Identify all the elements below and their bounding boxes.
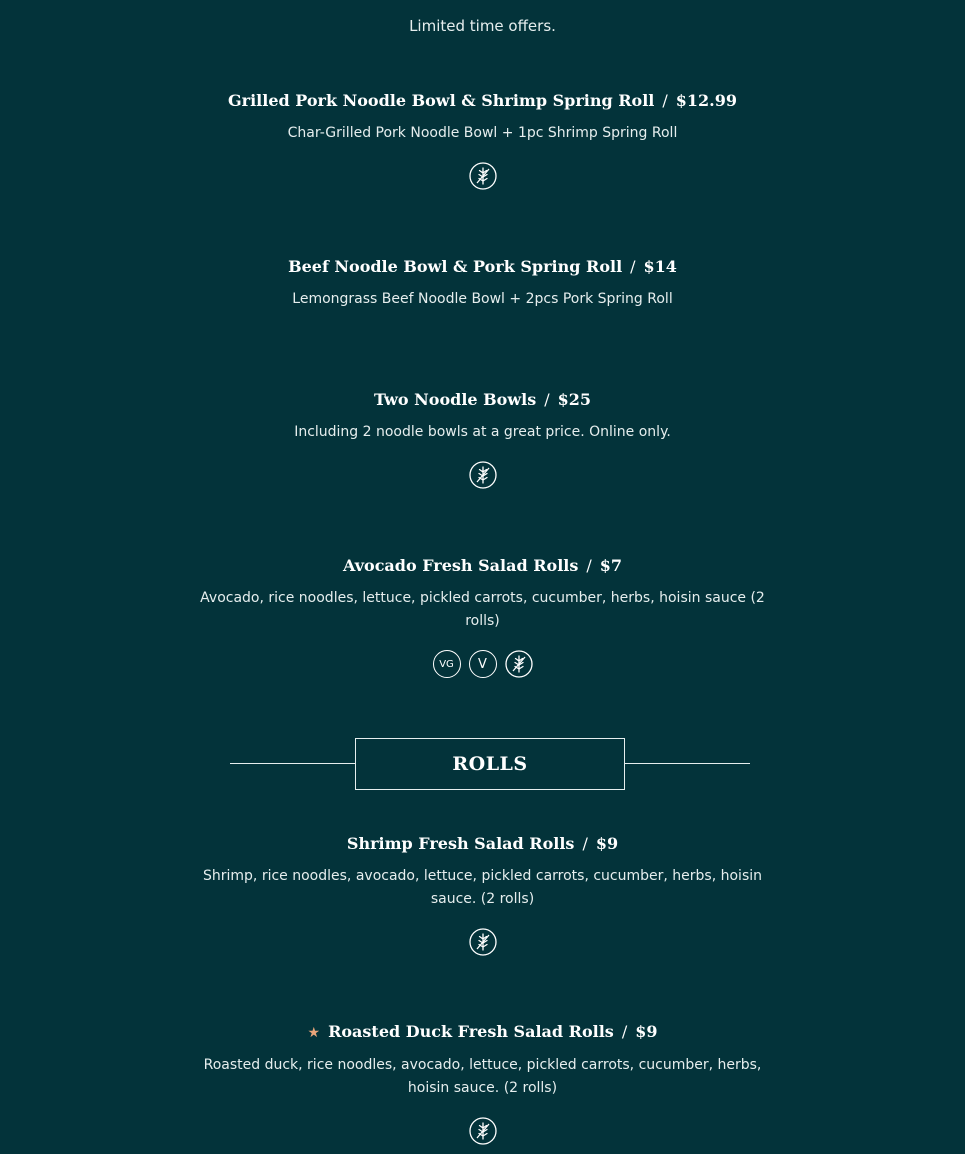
item-name: Roasted Duck Fresh Salad Rolls	[328, 1022, 614, 1041]
section-title: ROLLS	[452, 753, 528, 775]
vegan-icon: VG	[433, 650, 461, 678]
item-name: Shrimp Fresh Salad Rolls	[346, 834, 575, 853]
item-title	[0, 256, 965, 278]
price-separator: /	[586, 556, 592, 575]
price-separator: /	[621, 1022, 628, 1041]
item-description: Char-Grilled Pork Noodle Bowl + 1pc Shrimp Spring Roll	[287, 125, 678, 141]
item-title	[0, 90, 965, 112]
item-title	[0, 389, 965, 411]
gluten-free-icon	[469, 1117, 497, 1145]
item-price: $12.99	[675, 91, 737, 110]
price-separator: /	[582, 834, 588, 853]
menu-item	[0, 555, 965, 678]
item-description: Shrimp, rice noodles, avocado, lettuce, pickled carrots, cucumber, herbs, hoisin sauce. (2 rolls)	[203, 868, 762, 907]
item-price: $25	[557, 390, 591, 409]
menu-item	[0, 833, 965, 956]
item-price: $9	[595, 834, 619, 853]
divider-line	[625, 763, 750, 764]
section-header-rolls	[0, 738, 965, 790]
menu-item	[0, 1021, 965, 1145]
item-name: Grilled Pork Noodle Bowl & Shrimp Spring Roll	[227, 91, 655, 110]
item-title	[0, 833, 965, 855]
price-separator: /	[544, 390, 550, 409]
intro-text: Limited time offers.	[409, 17, 556, 35]
item-price: $9	[635, 1022, 658, 1041]
menu-item	[0, 389, 965, 489]
menu-item	[0, 256, 965, 311]
item-price: $14	[643, 257, 677, 276]
price-separator: /	[662, 91, 668, 110]
dietary-badges	[0, 650, 965, 678]
divider-line	[230, 763, 355, 764]
gluten-free-icon	[505, 650, 533, 678]
item-name: Two Noodle Bowls	[374, 390, 537, 409]
section-title-box	[355, 738, 625, 790]
gluten-free-icon	[469, 928, 497, 956]
item-description: Including 2 noodle bowls at a great price. Online only.	[294, 424, 671, 440]
menu-item	[0, 90, 965, 190]
dietary-badges	[0, 461, 965, 489]
gluten-free-icon	[469, 461, 497, 489]
gluten-free-icon	[469, 162, 497, 190]
vegetarian-icon: V	[469, 650, 497, 678]
item-description: Roasted duck, rice noodles, avocado, lettuce, pickled carrots, cucumber, herbs, hoisin sauce. (2 rolls)	[203, 1057, 762, 1096]
star-icon: ★	[307, 1025, 321, 1041]
item-description: Lemongrass Beef Noodle Bowl + 2pcs Pork Spring Roll	[292, 291, 673, 307]
price-separator: /	[630, 257, 636, 276]
dietary-badges	[0, 928, 965, 956]
item-description: Avocado, rice noodles, lettuce, pickled carrots, cucumber, herbs, hoisin sauce (2 rolls)	[200, 590, 765, 629]
dietary-badges	[0, 1117, 965, 1145]
item-title	[0, 1021, 965, 1044]
item-price: $7	[599, 556, 623, 575]
item-title	[0, 555, 965, 577]
item-name: Avocado Fresh Salad Rolls	[342, 556, 579, 575]
dietary-badges	[0, 162, 965, 190]
item-name: Beef Noodle Bowl & Pork Spring Roll	[288, 257, 623, 276]
